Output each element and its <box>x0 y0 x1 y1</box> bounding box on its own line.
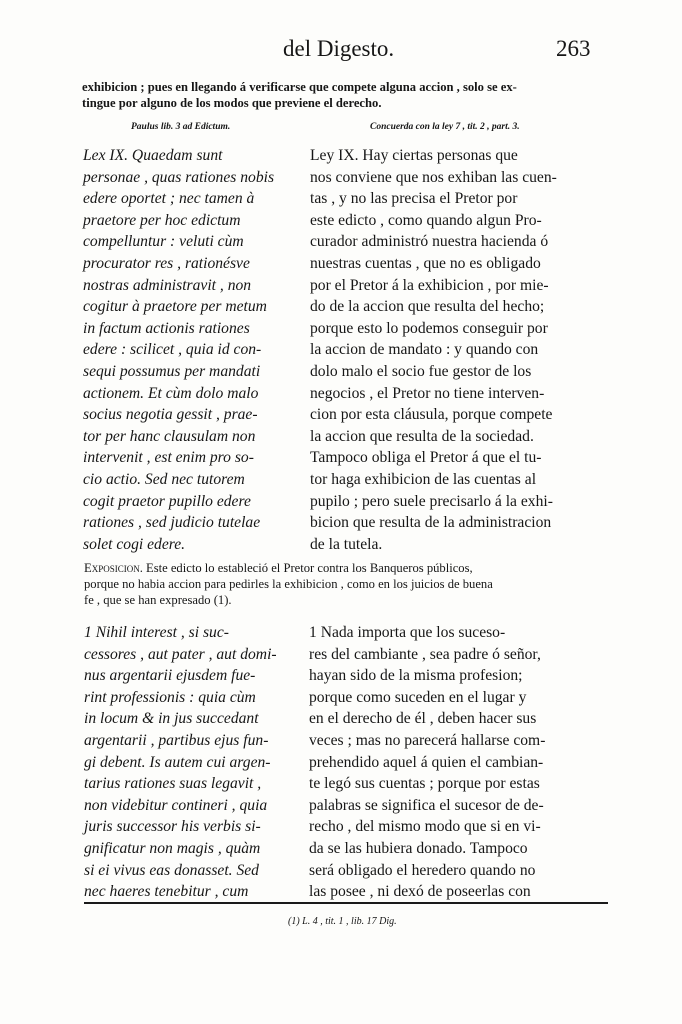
spanish-ley-line: por el Pretor á la exhibicion , por mie- <box>310 276 549 294</box>
latin-para1-line: nus argentarii ejusdem fue- <box>84 667 256 685</box>
source-citation-left: Paulus lib. 3 ad Edictum. <box>131 122 231 132</box>
latin-para1-line: nec haeres tenebitur , cum <box>84 883 249 901</box>
spanish-ley-line: tor haga exhibicion de las cuentas al <box>310 471 537 488</box>
latin-para1-line: rint professionis : quia cùm <box>84 688 256 706</box>
spanish-ley-line: dolo malo el socio fue gestor de los <box>310 363 532 380</box>
spanish-ley-line: curador administró nuestra hacienda ó <box>310 233 549 251</box>
spanish-ley-line: tas , y no las precisa el Pretor por <box>310 190 518 208</box>
latin-lex-line: edere oportet ; nec tamen à <box>83 190 255 208</box>
latin-lex-line: Lex IX. Quaedam sunt <box>83 147 223 164</box>
spanish-ley-line: Tampoco obliga el Pretor á que el tu- <box>310 449 542 467</box>
spanish-ley-line: cion por esta cláusula, porque compete <box>310 406 553 424</box>
spanish-para1-line: recho , del mismo modo que si en vi- <box>309 818 541 836</box>
spanish-para1-line: prehendido aquel á quien el cambian- <box>309 753 544 771</box>
spanish-para1-line: las posee , ni dexó de poseerlas con <box>309 883 531 901</box>
exposicion-label: Exposicion. <box>84 561 143 575</box>
latin-para1-line: tarius rationes suas legavit , <box>84 775 262 793</box>
latin-para1-line: cessores , aut pater , aut domi- <box>84 645 277 663</box>
spanish-ley-line: la accion que resulta de la sociedad. <box>310 427 534 445</box>
latin-lex-line: cogit praetor pupillo edere <box>83 492 251 510</box>
latin-para1-line: si ei vivus eas donasset. Sed <box>84 861 259 879</box>
latin-lex-line: rationes , sed judicio tutelae <box>83 514 261 532</box>
spanish-ley-line: bicion que resulta de la administracion <box>310 514 552 532</box>
intro-line: exhibicion ; pues en llegando á verificarse que compete alguna accion , solo se ex- <box>82 80 517 94</box>
latin-para1-line: non videbitur contineri , quia <box>84 796 268 814</box>
latin-lex-line: procurator res , rationésve <box>83 255 250 272</box>
footnote: (1) L. 4 , tit. 1 , lib. 17 Dig. <box>288 916 397 927</box>
spanish-para1-line: te legó sus cuentas ; porque por estas <box>309 775 540 793</box>
spanish-ley-line: nos conviene que nos exhiban las cuen- <box>310 168 557 186</box>
latin-lex-line: sequi possumus per mandati <box>83 363 261 380</box>
latin-para1-line: argentarii , partibus ejus fun- <box>84 732 269 749</box>
latin-lex-line: edere : scilicet , quia id con- <box>83 341 262 359</box>
exposicion-line: porque no habia accion para pedirles la exhibicion , como en los juicios de buena <box>84 577 493 591</box>
spanish-ley-line: porque esto lo podemos conseguir por <box>310 319 548 337</box>
latin-para1-line: in locum & in jus succedant <box>84 710 259 728</box>
spanish-para1-line: será obligado el heredero quando no <box>309 861 536 879</box>
exposicion-line: fe , que se han expresado (1). <box>84 593 232 607</box>
spanish-para1-line: 1 Nada importa que los suceso- <box>309 624 506 641</box>
latin-para1-line: 1 Nihil interest , si suc- <box>84 624 229 641</box>
latin-lex-line: cogitur à praetore per metum <box>83 298 267 316</box>
latin-lex-line: solet cogi edere. <box>83 535 186 553</box>
latin-lex-line: tor per hanc clausulam non <box>83 427 256 445</box>
latin-lex-line: intervenit , est enim pro so- <box>83 449 254 467</box>
spanish-para1-line: veces ; mas no parecerá hallarse com- <box>309 732 546 749</box>
spanish-ley-line: este edicto , como quando algun Pro- <box>310 211 542 229</box>
latin-lex-line: praetore per hoc edictum <box>83 211 241 229</box>
spanish-ley-line: nuestras cuentas , que no es obligado <box>310 255 541 272</box>
spanish-para1-line: hayan sido de la misma profesion; <box>309 667 523 685</box>
latin-lex-line: cio actio. Sed nec tutorem <box>83 471 245 488</box>
spanish-para1-line: res del cambiante , sea padre ó señor, <box>309 645 541 663</box>
spanish-para1-line: palabras se significa el sucesor de de- <box>309 796 544 814</box>
latin-para1-line: gnificatur non magis , quàm <box>84 840 261 857</box>
latin-para1-line: gi debent. Is autem cui argen- <box>84 753 271 771</box>
spanish-ley-line: de la tutela. <box>310 535 383 553</box>
spanish-ley-line: do de la accion que resulta del hecho; <box>310 298 545 316</box>
spanish-para1-line: en el derecho de él , deben hacer sus <box>309 710 537 728</box>
running-title: del Digesto. <box>283 36 395 61</box>
latin-lex-line: nostras administravit , non <box>83 276 252 294</box>
latin-lex-line: socius negotia gessit , prae- <box>83 406 258 424</box>
spanish-para1-line: porque como suceden en el lugar y <box>309 688 527 706</box>
exposicion-line <box>84 561 473 576</box>
intro-line: tingue por alguno de los modos que previene el derecho. <box>82 96 382 110</box>
spanish-ley-line: la accion de mandato : y quando con <box>310 341 539 359</box>
spanish-ley-line: pupilo ; pero suele precisarlo á la exhi- <box>310 492 553 510</box>
latin-para1-line: juris successor his verbis si- <box>84 818 261 836</box>
latin-lex-line: in factum actionis rationes <box>83 319 250 337</box>
spanish-ley-line: negocios , el Pretor no tiene interven- <box>310 384 545 402</box>
source-citation-right: Concuerda con la ley 7 , tit. 2 , part. 3. <box>370 122 520 132</box>
latin-lex-line: compelluntur : veluti cùm <box>83 233 244 251</box>
spanish-ley-line: Ley IX. Hay ciertas personas que <box>310 147 518 164</box>
exposicion-text: Este edicto lo estableció el Pretor contra los Banqueros públicos, <box>142 561 473 575</box>
latin-lex-line: actionem. Et cùm dolo malo <box>83 384 259 402</box>
latin-lex-line: personae , quas rationes nobis <box>83 168 275 186</box>
page-number: 263 <box>556 36 591 61</box>
footnote-rule <box>84 902 608 904</box>
spanish-para1-line: da se las hubiera donado. Tampoco <box>309 840 528 857</box>
